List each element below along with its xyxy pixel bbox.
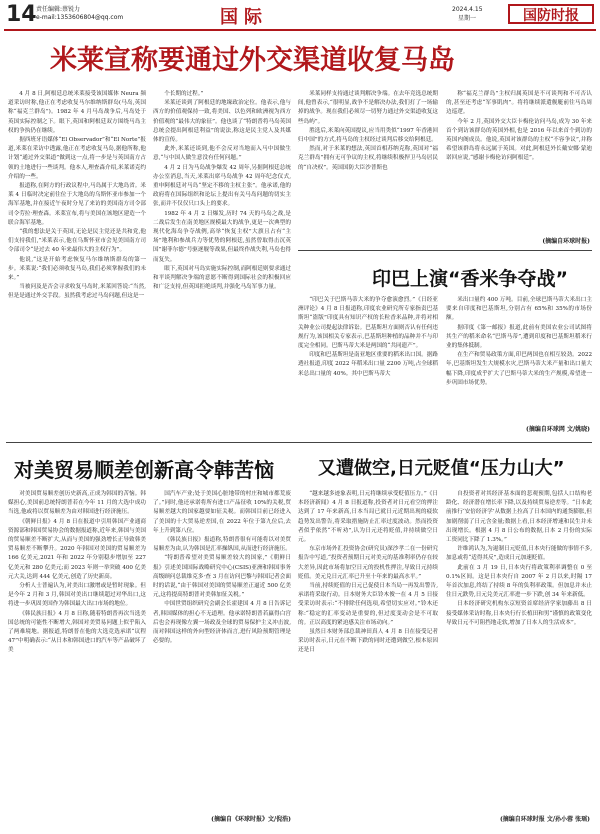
article3-col2: [153, 490, 291, 810]
paragraph: 分析人士普遍认为,对美出口激增或是暂时现象。但是今年 2 月和 3 月,韩国对美出口继续超过对华出口,这将进一步巩固美国作为韩国最大出口市场的地位。: [8, 583, 146, 608]
divider: [6, 442, 592, 443]
paragraph: “我的想法是关于英国,无论是民主党还是共和党,他们支持我们,”米莱表示,他在乌斯怀亚市会见美国南方司令部司令“是过去 40 年来最伟大的主权行为”。: [8, 229, 146, 254]
headline-basmati: 印巴上演“香米争夺战”: [372, 268, 568, 290]
article2-col1: [298, 296, 438, 431]
paragraph: 日本经济研究机构东京短资首席经济学家加藤出 8 日接受媒体采访时称,日本央行行长植田和男“谨慎的政策变化导致日元不可阻挡地走软,增加了日本人的生活成本”。: [446, 601, 592, 626]
paragraph: 《韩民族日报》4 月 8 日称,随着特朗普再次当选美国总统的可能性不断增大,韩国对美贸易问题上似乎陷入了两难境地。据报道,特朗普在他的大选竞选承诺“议程 47”中明确表示:“从日本和韩国进口的汽车等产品破坏了美: [8, 610, 146, 654]
paragraph: 《韩民族日报》报道称,特朗普很有可能将以对美贸易顺差为由,认为韩国是汇率操纵国,从而进行经济施压。: [153, 537, 291, 553]
article1-signature: (摘编自环球时报): [542, 238, 590, 245]
article4-col1: [298, 490, 438, 825]
paragraph: 4 月 8 日,阿根廷总统米莱接受该国媒体 Neura 频道采访时称,他正在考虑收复马尔维纳斯群岛(马岛,英国称“福克兰群岛”)。1982 年 4 月马岛战争后,马岛处于英国实际控制之下。眼下,英国和阿根廷双方围绕马岛主权的争执仍在继续。: [8, 91, 146, 134]
paragraph: 报道称,在阿方的行政议程中,马岛属于大地岛省。米莱 4 日临时决定前往位于大地岛的乌斯怀亚市参加一个海军基地,并在接近午夜时分见了来访的美国南方司令部司令劳拉·理查森。米莱宣布,将与美国在该地区建造一个联合海军基地。: [8, 183, 146, 226]
article2-signature: (摘编自环球网 文/姚晓): [526, 426, 590, 433]
paragraph: 4 月 2 日为马岛战争爆发 42 周年,另据阿根廷总统办公室消息,当天,米莱出席马岛战争 42 周年纪念仪式,重申阿根廷对马岛“坚定不移的主权主张”。他承诺,他的政府将在国际组织和论坛上提出有关马岛问题的切实主张,而并不仅仅只口头上的要求。: [153, 164, 291, 208]
paragraph: 许维鸿认为,为遏制日元贬值,日本央行能做的事情不多,加息或将“适得其反”,造成日元加速贬值。: [446, 546, 592, 562]
paragraph: 虽然日本财务部总裁神田真人 4 月 8 日在接受记者采访时表示,日元在不断下跌的同时还遭到做空,根本原因还是日: [298, 629, 438, 654]
paragraph: 1982 年 4 月 2 日爆发,历时 74 天的马岛之战,是二战后发生在南美地区规模最大的战争,更是一次典型的现代化海岛争夺战例,高举“恢复主权”大旗且占有“主场”地利和参战兵力等优势的阿根廷,虽然曾取得击沉英国”谢菲尔德”号驱逐舰等战果,但最终作战失利,马岛也得而复失。: [153, 210, 291, 263]
divider: [298, 250, 592, 251]
paragraph: 他说,“这是开始考虑恢复马尔维纳斯群岛的第一步。米莱说:“我们必须收复马岛,我们必须掌握我们的未来。”: [8, 256, 146, 282]
article1-col2: [153, 90, 291, 435]
issue-weekday: 星期一: [458, 15, 477, 22]
issue-date: 2024.4.15: [452, 6, 483, 13]
page-header: [0, 0, 600, 32]
article1-col4: [446, 90, 592, 235]
article1-col3: [298, 90, 438, 242]
headline-korea-trade: 对美贸易顺差创新高令韩苦恼: [14, 458, 274, 482]
paragraph: 然而,对于米莱的想法,英国首相苏纳克称,英国对“福克兰群岛”拥有无可争议的主权,将继续积极捍卫马岛居民的“自决权”。英国国防大臣沙普斯也: [298, 146, 438, 171]
header-rule: [4, 29, 596, 31]
paragraph: 自投资者对其经济基本面的悲观预期,包括人口结构老龄化、经济潜在增长率下降,以及持续贸易逆差等。“日本此前推行‘安倍经济学’从数据上拉高了日本国内的通货膨胀,但加剧削弱了日元含金量;数据上看,日本经济增速和民生并未出现增长。根据 4 月 8 日公布的数据,日本 2 月份的实际工资同比下降了 1.3%。”: [446, 491, 592, 544]
paragraph: “越来越多迹象表明,日元将继续承受贬值压力。”《日本经济新闻》4 月 8 日报道称,投资者对日元看空的押注达到了 17 年来新高,日本当局已就日元近期出现的疲软趋势发出警告,将采取措施防止汇率过度波动。然而投资者似乎依然“不听劝”,认为日元还将贬值,并持续做空日元。: [298, 491, 438, 544]
article1-col1: [8, 90, 146, 435]
article3-col1: [8, 490, 146, 825]
article2-col2: [446, 296, 592, 420]
page-number: 14: [6, 2, 37, 27]
paragraph: 此外,米莱还谈到,他不会反对当地而入马中国做生意,“与中国人做生意没有任何问题。”: [153, 146, 291, 162]
paragraph: 印度和巴基斯坦是南亚地区重要的稻米出口国。据路透社报道,印度 2022 年稻米出口量 2200 万吨,占全球稻米总出口量的 40%。其中巴斯马蒂大: [298, 352, 438, 377]
headline-yen: 又遭做空,日元贬值“压力山大”: [318, 458, 565, 479]
paragraph: 当被问及是否会寻求收复马岛时,米莱回答说:“当然,但是是通过外交手段。虽然我考虑过马岛问题,但这是一: [8, 284, 146, 300]
paragraph: 称“福克兰群岛”主权归属英国是不可谈判和不可否认的,甚至还考虑“军事肌肉”。将将继续派遣舰艇前往马岛周边巡逻。: [446, 91, 592, 116]
paragraph: 今年 2 月,英国外交大臣卡梅伦访问马岛,成为 30 年来首个到访该群岛的英国外相,也是 2016 年以来首个到访的英国内阁成员。他说,英国对该群岛的主权“不容争议”,并称希望该群岛将永远属于英国。对此,阿根廷外长戴安娜·蒙迪诺回应说,“感谢卡梅伦访问阿根廷”。: [446, 118, 592, 162]
paragraph: 《朝鲜日报》4 月 8 日在报道中引用韩国产业通商资源部和韩国贸易协会的数据报道称,近年来,韩国与美国的贸易顺差不断扩大,从而与美国的强劲增长正导致韩美贸易顺差不断攀升。2020 年韩国对美国的贸易顺差为 166 亿美元,2021 年和 2022 年分别稳步增加至 227 亿美元和 280 亿美元;而 2023 年则一举突破 400 亿美元大关,达到 444 亿美元,创造了历史新高。: [8, 518, 146, 580]
paragraph: 对美国贸易顺差创历史新高,正成为韩国的苦恼。韩媒担心,美国前总统特朗普若在今年 11 月的大选中成功当选,他或将以贸易顺差为由对韩国进行经济施压。: [8, 491, 146, 516]
paragraph: 米莱还谈到了阿根廷的地缘政治定位。他表示,他与西方的价值观保持一致,将美国、以色列和欧洲视为西方价值观的“最伟大的象征”。他也谈了“特朗普将马岛英国总统会提出阿根廷利益”的说法,称这是民主党人及其媒体的宣传。: [153, 100, 291, 144]
paragraph: 此前在 3 月 19 日,日本央行将政策利率调整在 0 至 0.1%区间。这是日本央行自 2007 年 2 月以来,时隔 17 年首次加息,终结了持续 8 年的负利率政策。但加息并未止住日元跌势,日元兑美元汇率进一步下跌,创 34 年来新低。: [446, 564, 592, 599]
paragraph: 米莱同样支持通过谈判解决争端。在去年竞选总统期间,他曾表示,“很明显,战争不是解决办法,我们打了一场输掉的战争。现在我们必须尽一切努力通过外交渠道收复这些岛屿”。: [298, 91, 438, 125]
paragraph: 据西班牙语媒体“El Observador”和“El Norte”报道,米莱在采访中透露,他正在考虑收复马岛,据他所称,他计划“通过外交渠道”做到这一点,将一步是与英国南方占领的土地进行一些谈判。他本人,理查森介绍,米莱诺克约介绍的一些。: [8, 137, 146, 180]
section-title: 国际: [220, 7, 268, 28]
paragraph: 中国世贸组织研究会副会长霍建国 4 月 8 日告诉记者,韩国媒体的担心不无道理。他承诺特朗普若赢得白宫后也会再现像左翼一场政及全球的贸易保护主义冲击波,而对韩国这样的外向型经济体而言,进行风险预期管理是必要的。: [153, 601, 291, 645]
paragraph: 胜选后,米莱向英国提议,应当用类似“1997 年香港回归中国”的方式,将马岛的主权经过谈判后移交给阿根廷。: [298, 127, 438, 144]
paragraph: 当前,持续贬值的日元已促使日本当局一再发出警告,承诺将采取行动。日本财务大臣铃木俊一在 4 月 5 日接受采访时表示:“不排除任何选项,希望切实应对。”铃木还称:“稳定的汇率变动是重要的,但过度变动会是不可取的。正以高度的紧迫感关注市场动向。”: [298, 583, 438, 626]
headline-milei: 米莱宣称要通过外交渠道收复马岛: [50, 45, 455, 76]
editor-email: e-mail:1353606804@qq.com: [36, 14, 124, 21]
editor-line: 责任编辑:蔡锐力: [36, 6, 81, 13]
paragraph: “印巴关于巴斯马蒂大米的争夺愈演愈烈。”《日经亚洲评论》4 月 8 日报道称,印度农业研究所专家指责巴基斯坦“盗版”印度具有知识产权的长粒香米品种,并将对相关种业公司提起法律诉讼。巴基斯坦方面则否认有任何违规行为,该国相关专家表示,巴基斯坦种植的品种并不与印度完全相同。巴斯马蒂大米是两国的“共同遗产”。: [298, 297, 438, 350]
paragraph: 据印度《第一邮报》报道,此前有美国农业公司试图将其生产的稻米命名“巴斯马蒂”,遭到印度和巴基斯坦稻米行业的集体抵制。: [446, 324, 592, 350]
paragraph: 个长期的过程。”: [164, 91, 204, 97]
paragraph: 东京市场外汇投资协会(研究员)深沙孝二在一份研究报告中写道,“投资者预期日元对美元的基准利率仍存在较大差异,因此市场将加空日元的投机性押注,导致日元持续贬值。美元兑日元汇率已升至十年来的最高水平。”: [298, 546, 438, 580]
paragraph: 在生产和贸易政策方面,印巴两国也在相互较劲。2022 年,巴基斯坦发生大规模水灾,巴斯马蒂大米产量和出口量大幅下降,印度成乎扩大了巴斯马蒂大米的生产规模,希望进一步巩固市场优势。: [446, 352, 592, 386]
paragraph: “特朗普希望对美贸易顺差较大的国家,”《朝鲜日报》引述美国国际战略研究中心(CSIS)亚洲和韩国事务高级顾问总裁维克多·查 3 月在访问巴黎与韩国记者会面时的话说,“由于韩国对美国的贸易顺差正逼近 500 亿美元,这将提高特朗普对美韩加征关税。”: [153, 555, 291, 599]
paragraph: 眼下,英国对马岛实施实际控制,而阿根廷则要求通过和平谈判解决争端的意愿不断得到国际社会的积极回应和广泛支持,但英国拒绝谈判,并强化马岛军事力量。: [153, 265, 291, 291]
paragraph: 国汽车产业;处于美国心脏地带的村庄和城市都荒废了。”同时,他还承诺将所有进口产品征收 10%的关税,贸易顺差越大的国家越要如征关税。而韩国目前已经进入了美国的十大贸易逆差国,在 2022 年位于第九位后,去年上升到第八位。: [153, 491, 291, 534]
article4-col2: [446, 490, 592, 810]
newspaper-logo: 国防时报: [508, 4, 594, 24]
article3-signature: (摘编自《环球时报》文/倪浩): [211, 816, 291, 823]
paragraph: 米出口量约 400 万吨。目前,全球巴斯马蒂大米出口主要来自印度和巴基斯坦,分别占有 65%和 35%的市场份额。: [446, 297, 592, 322]
article4-signature: (摘编自环球时报 文/孙小蓉 张瑶): [499, 816, 590, 823]
